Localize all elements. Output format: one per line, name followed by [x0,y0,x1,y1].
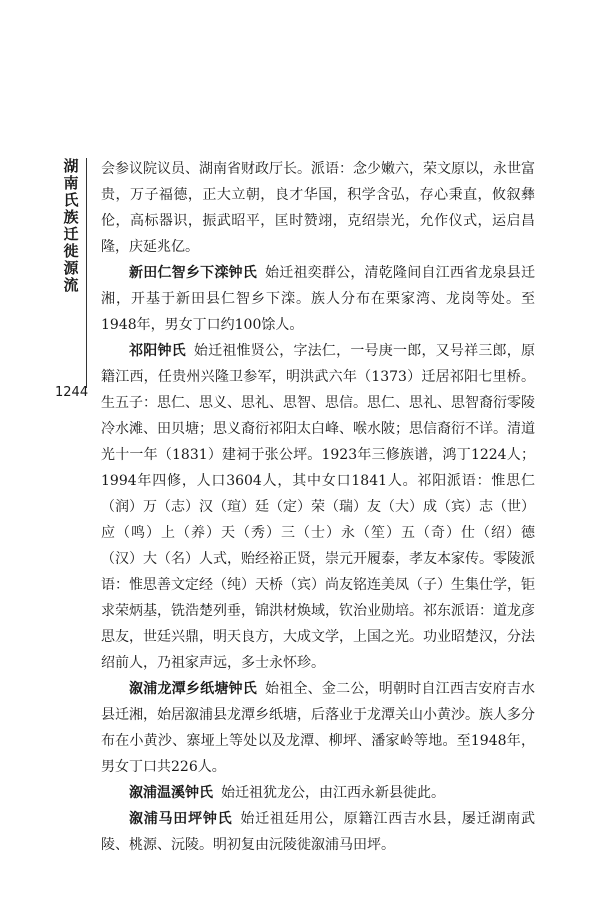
entry-xupu-wenxi-zhong [101,780,535,806]
entry-text: 始迁祖犹龙公，由江西永新县徙此。 [221,785,445,801]
entry-heading: 新田仁智乡下滦钟氏 [129,265,257,281]
entry-qiyang-zhong [101,338,535,676]
entry-xupu-matianping-zhong [101,806,535,858]
page-body [101,156,535,858]
margin-rule [86,158,87,388]
entry-heading: 溆浦龙潭乡纸塘钟氏 [129,681,257,697]
entry-xintian-zhong [101,260,535,338]
page-number: 1244 [55,385,89,400]
entry-text: 始祖全、金二公，明朝时自江西吉安府吉水县迁湘，始居溆浦县龙潭乡纸塘，后落业于龙潭关山小黄沙。族人多分布在小黄沙、寨垭上等处以及龙潭、柳坪、潘家岭等地。至1948年，男女丁口共226人。 [101,681,535,775]
paragraph-text: 会参议院议员、湖南省财政厅长。派语：念少嫩六，荣文原以，永世富贵，万子福德，正大立朝，良才华国，积学含弘，存心秉直，攸叙彝伦，高标器识，振武昭平，匡时赞翊，克绍崇光，允作仪式，运启昌隆，庆延兆亿。 [101,161,535,255]
entry-text: 始迁祖廷用公，原籍江西吉水县，屡迁湖南武陵、桃源、沅陵。明初复由沅陵徙溆浦马田坪。 [101,811,536,853]
entry-heading: 溆浦温溪钟氏 [129,785,213,801]
running-title: 湖南氏族迁徙源流 [63,157,79,294]
entry-text: 始迁祖奕群公，清乾隆间自江西省龙泉县迁湘，开基于新田县仁智乡下滦。族人分布在栗家湾、龙岗等处。至1948年，男女丁口约100馀人。 [101,265,535,333]
entry-xupu-longtan-zhong [101,676,535,780]
paragraph-continuation [101,156,535,260]
entry-heading: 溆浦马田坪钟氏 [129,811,233,827]
entry-text: 始迁祖惟贤公，字法仁，一号庚一郎，又号祥三郎，原籍江西，任贵州兴隆卫参军，明洪武六年（1373）迁居祁阳七里桥。生五子：思仁、思义、思礼、思智、思信。思仁、思礼、思智裔衍零陵冷水滩、田贝塘；思义裔衍祁阳太白峰、喉水陂；思信裔衍不详。清道光十一年（1831）建祠于张公坪。1923年三修族谱，鸿丁1224人；1994年四修，人口3604人，其中女口1841人。祁阳派语：惟思仁（润）万（志）汉（瑄）廷（定）荣（瑞）友（大）成（宾）志（世）应（鸣）上（养）天（秀）三（士）永（笙）五（奇）仕（绍）德（汉）大（名）人式，贻经裕正贤，崇元开履泰，孝友本家传。零陵派语：惟思善文定经（纯）天桥（宾）尚友铭连美凤（子）生集仕学，钜求荣炳基，铣浩楚列垂，锦洪材焕域，钦治业勋培。祁东派语：道龙彦思友，世廷兴鼎，明天良方，大成文学，上国之光。功业昭楚汉，分法绍前人，乃祖家声远，多士永怀珍。 [101,343,536,671]
entry-heading: 祁阳钟氏 [129,343,186,359]
